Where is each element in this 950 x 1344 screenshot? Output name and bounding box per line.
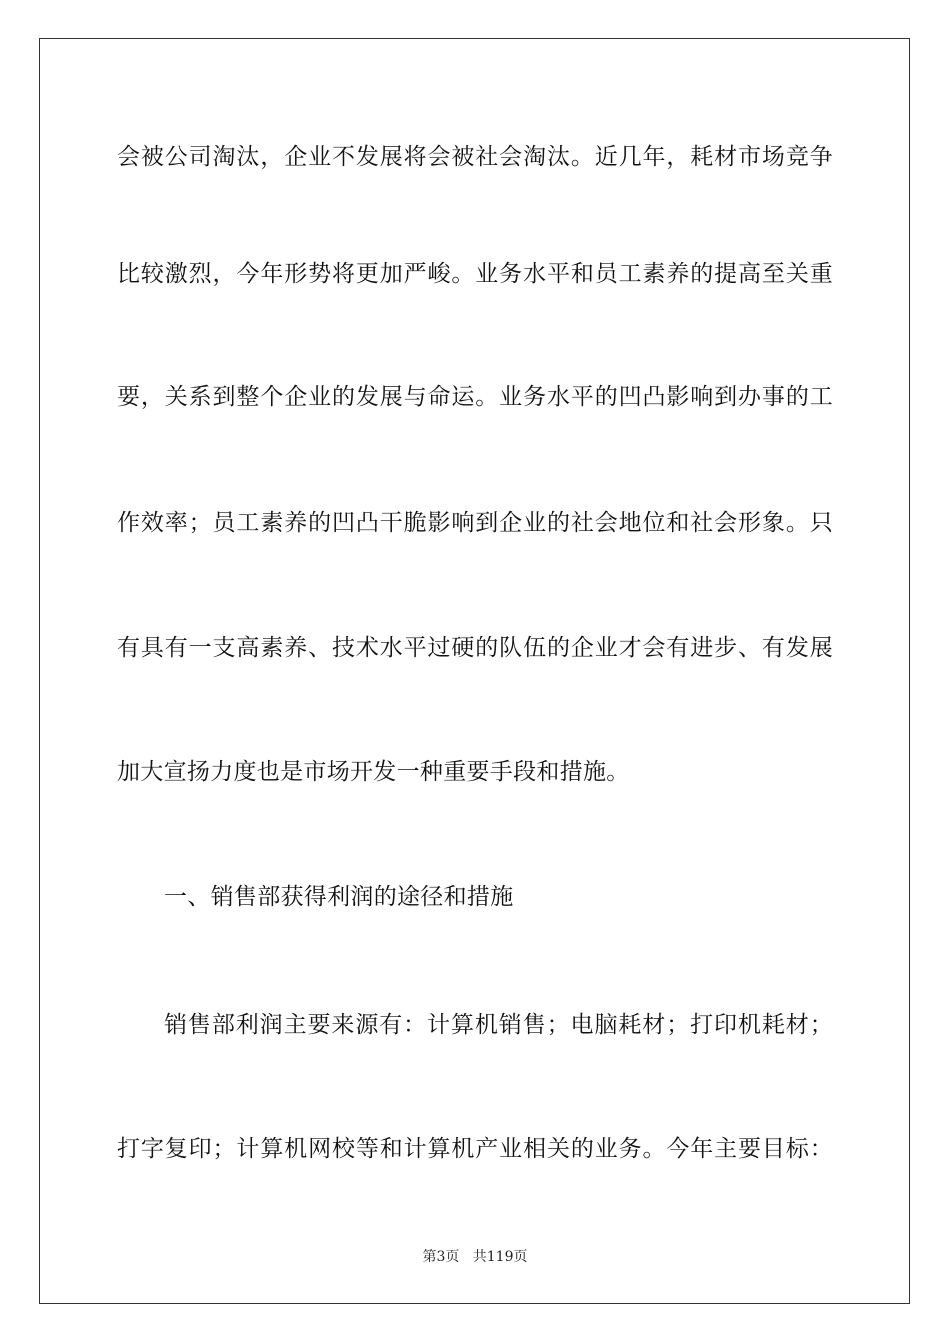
page-number: 第3页 — [422, 1249, 460, 1265]
page-footer — [0, 1248, 950, 1266]
page-border — [39, 38, 910, 1304]
body-line-9: 打字复印；计算机网校等和计算机产业相关的业务。今年主要目标： — [117, 1136, 833, 1162]
page-total: 共119页 — [472, 1249, 528, 1265]
body-line-5: 有具有一支高素养、技术水平过硬的队伍的企业才会有进步、有发展 — [117, 635, 833, 661]
body-line-8: 销售部利润主要来源有：计算机销售；电脑耗材；打印机耗材； — [164, 1012, 833, 1038]
body-line-4: 作效率；员工素养的凹凸干脆影响到企业的社会地位和社会形象。只 — [117, 510, 833, 536]
body-line-6: 加大宣扬力度也是市场开发一种重要手段和措施。 — [117, 759, 630, 785]
body-line-1: 会被公司淘汰，企业不发展将会被社会淘汰。近几年，耗材市场竞争 — [117, 144, 833, 170]
section-heading: 一、销售部获得利润的途径和措施 — [164, 884, 514, 910]
body-line-3: 要，关系到整个企业的发展与命运。业务水平的凹凸影响到办事的工 — [117, 384, 833, 410]
body-line-2: 比较激烈，今年形势将更加严峻。业务水平和员工素养的提高至关重 — [117, 261, 833, 287]
